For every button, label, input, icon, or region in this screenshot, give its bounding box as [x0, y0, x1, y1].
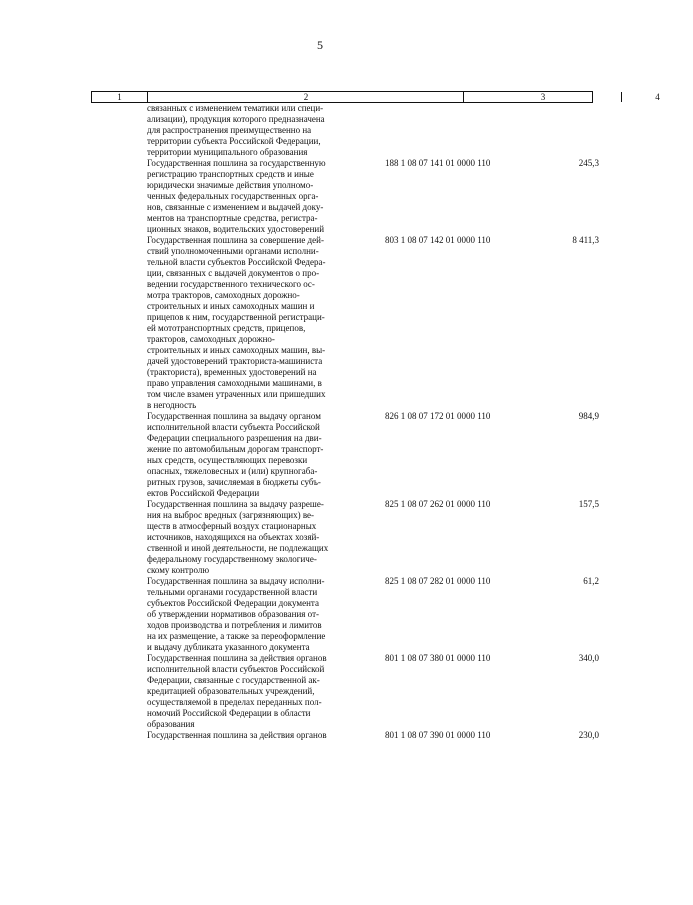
row-description — [147, 730, 375, 741]
description-line: Государственная пошлина за действия органов — [147, 730, 327, 740]
description-line: ектов Российской Федерации — [147, 488, 260, 498]
description-line: (тракториста), временных удостоверений на — [147, 367, 317, 377]
description-line: ционных знаков, водительских удостоверений — [147, 224, 325, 234]
amount-value: 8 411,3 — [572, 235, 599, 245]
amount-value: 984,9 — [578, 411, 599, 421]
description-line: тельными органами государственной власти — [147, 587, 318, 597]
row-description — [147, 653, 375, 730]
description-line: ных средств, осуществляющих перевозки — [147, 455, 308, 465]
description-line: Федерации, связанные с государственной ак- — [147, 675, 320, 685]
table-row — [147, 411, 599, 499]
description-line: опасных, тяжеловесных и (или) крупногаба- — [147, 466, 318, 476]
classification-code: 825 1 08 07 282 01 0000 110 — [385, 576, 491, 586]
description-line: тельной власти субъектов Российской Федера- — [147, 257, 326, 267]
classification-code: 188 1 08 07 141 01 0000 110 — [385, 158, 491, 168]
column-header-2: 2 — [147, 92, 464, 102]
column-header-3: 3 — [463, 92, 622, 102]
amount-value: 245,3 — [578, 158, 599, 168]
table-body — [147, 103, 599, 741]
table-row — [147, 576, 599, 653]
classification-code: 803 1 08 07 142 01 0000 110 — [385, 235, 491, 245]
column-header-1: 1 — [117, 92, 122, 102]
row-description — [147, 576, 375, 653]
row-description — [147, 411, 375, 499]
page-number: 5 — [317, 38, 323, 52]
description-line: Государственная пошлина за выдачу органом — [147, 411, 321, 421]
description-line: право управления самоходными машинами, в — [147, 378, 322, 388]
table-row — [147, 235, 599, 411]
amount-value: 230,0 — [578, 730, 599, 740]
description-line: номочий Российской Федерации в области — [147, 708, 311, 718]
table-row — [147, 158, 599, 235]
description-line: дачей удостоверений тракториста-машиниста — [147, 356, 323, 366]
row-description — [147, 103, 375, 158]
description-line: Федерации специального разрешения на дви- — [147, 433, 322, 443]
description-line: субъектов Российской Федерации документа — [147, 598, 319, 608]
description-line: образования — [147, 719, 195, 729]
table-header — [91, 91, 660, 103]
classification-code: 801 1 08 07 380 01 0000 110 — [385, 653, 491, 663]
row-description — [147, 499, 375, 576]
description-line: том числе взамен утраченных или пришедших — [147, 389, 326, 399]
description-line: осуществляемой в пределах переданных пол- — [147, 697, 322, 707]
description-line: мотра тракторов, самоходных дорожно- — [147, 290, 300, 300]
description-line: Государственная пошлина за выдачу исполни- — [147, 576, 325, 586]
table-row — [147, 499, 599, 576]
description-line: и выдачу дубликата указанного документа — [147, 642, 310, 652]
description-line: ей мототранспортных средств, прицепов, — [147, 323, 306, 333]
description-line: Государственная пошлина за действия органов — [147, 653, 327, 663]
description-line: кредитацией образовательных учреждений, — [147, 686, 315, 696]
description-line: для распространения преимущественно на — [147, 125, 312, 135]
classification-code: 826 1 08 07 172 01 0000 110 — [385, 411, 491, 421]
description-line: Государственная пошлина за совершение дей- — [147, 235, 324, 245]
description-line: на их размещение, а также за переоформление — [147, 631, 326, 641]
description-line: ствий уполномоченными органами исполни- — [147, 246, 319, 256]
description-line: ритных грузов, зачисляемая в бюджеты субъ- — [147, 477, 321, 487]
description-line: Государственная пошлина за выдачу разреше- — [147, 499, 324, 509]
description-line: ходов производства и потребления и лимитов — [147, 620, 322, 630]
description-line: ведении государственного технического ос- — [147, 279, 315, 289]
description-line: федеральному государственному экологиче- — [147, 554, 317, 564]
description-line: скому контролю — [147, 565, 210, 575]
amount-value: 157,5 — [578, 499, 599, 509]
description-line: исполнительной власти субъекта Российской — [147, 422, 320, 432]
description-line: нов, связанные с изменением и выдачей доку- — [147, 202, 324, 212]
description-line: юридически значимые действия уполномо- — [147, 180, 314, 190]
amount-value: 61,2 — [583, 576, 599, 586]
description-line: ченных федеральных государственных орга- — [147, 191, 319, 201]
description-line: строительных и иных самоходных машин, вы- — [147, 345, 326, 355]
classification-code: 801 1 08 07 390 01 0000 110 — [385, 730, 491, 740]
amount-value: 340,0 — [578, 653, 599, 663]
description-line: прицепов к ним, государственной регистраци- — [147, 312, 325, 322]
table-row — [147, 103, 599, 158]
description-line: строительных и иных самоходных машин и — [147, 301, 315, 311]
description-line: ализации), продукция которого предназначена — [147, 114, 325, 124]
description-line: ции, связанных с выдачей документов о про- — [147, 268, 320, 278]
description-line: ществ в атмосферный воздух стационарных — [147, 521, 317, 531]
description-line: источников, находящихся на объектах хозяй- — [147, 532, 320, 542]
description-line: регистрацию транспортных средств и иные — [147, 169, 314, 179]
description-line: территории субъекта Российской Федерации, — [147, 136, 321, 146]
description-line: в негодность — [147, 400, 197, 410]
description-line: ментов на транспортные средства, регистра- — [147, 213, 318, 223]
description-line: тракторов, самоходных дорожно- — [147, 334, 275, 344]
classification-code: 825 1 08 07 262 01 0000 110 — [385, 499, 491, 509]
table-row — [147, 653, 599, 730]
row-description — [147, 235, 375, 411]
description-line: исполнительной власти субъектов Российской — [147, 664, 325, 674]
description-line: об утверждении нормативов образования от- — [147, 609, 319, 619]
row-description — [147, 158, 375, 235]
description-line: ственной и иной деятельности, не подлежащих — [147, 543, 329, 553]
description-line: территории муниципального образования — [147, 147, 308, 157]
description-line: связанных с изменением тематики или специ- — [147, 103, 324, 113]
description-line: жение по автомобильным дорогам транспорт- — [147, 444, 324, 454]
column-header-4: 4 — [621, 92, 693, 102]
description-line: ния на выброс вредных (загрязняющих) ве- — [147, 510, 315, 520]
table-row — [147, 730, 599, 741]
description-line: Государственная пошлина за государственную — [147, 158, 326, 168]
